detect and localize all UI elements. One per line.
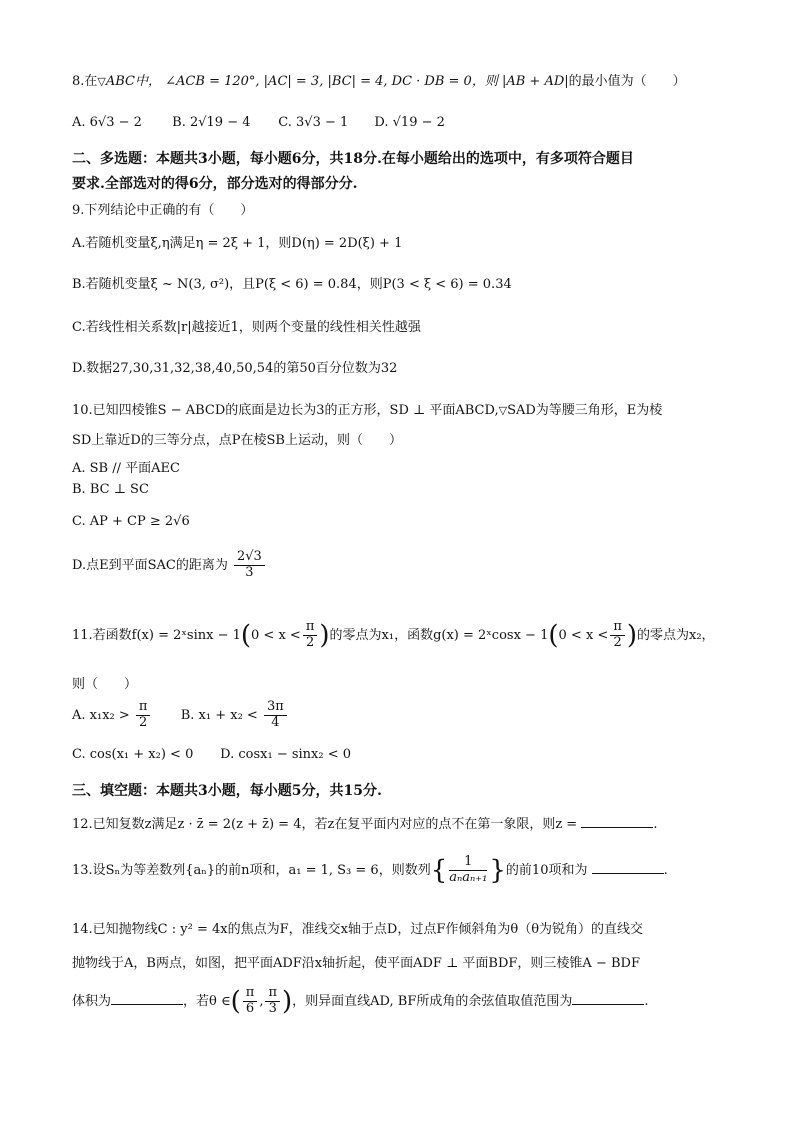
q11-f-def: 11.若函数f(x) = 2ˣsinx − 1 xyxy=(72,627,241,643)
q8-option-c: C. 3√3 − 1 xyxy=(278,115,349,130)
triangle-icon: ▽ xyxy=(498,404,508,417)
q8-stem-c: ∠ACB = 120°, |AC| = 3, |BC| = 4, DC · DB = 0，则 xyxy=(165,74,498,89)
q11-options-cd xyxy=(72,747,351,762)
q11-stem xyxy=(72,620,715,651)
fraction-numerator: π xyxy=(610,620,625,636)
q9-option-c: C.若线性相关系数|r|越接近1，则两个变量的线性相关性越强 xyxy=(72,320,421,335)
q11-option-b-fraction xyxy=(264,700,287,731)
q11-g-def: 的零点为x₁，函数g(x) = 2ˣcosx − 1 xyxy=(329,627,549,643)
fraction-numerator: 3π xyxy=(264,700,287,716)
q9-stem: 9.下列结论中正确的有（ ） xyxy=(72,203,254,218)
q13-answer-blank[interactable] xyxy=(592,861,664,874)
q11-pi-half xyxy=(303,620,318,651)
q10-line1 xyxy=(72,399,662,418)
q14-pi-sixth xyxy=(243,986,258,1017)
fraction-numerator: 1 xyxy=(449,855,487,871)
q12-end: . xyxy=(653,817,658,832)
q10-option-d-text: D.点E到平面SAC的距离为 xyxy=(72,557,228,573)
q13-fraction xyxy=(449,855,487,886)
q11-option-a: A. x₁x₂ > xyxy=(72,707,130,723)
q14-line3 xyxy=(72,986,648,1017)
fraction-denominator: 2 xyxy=(613,634,622,650)
brace-close: } xyxy=(489,855,506,886)
q14-line2: 抛物线于A，B两点，如图，把平面ADF沿x轴折起，使平面ADF ⊥ 平面BDF，则三棱锥A − BDF xyxy=(72,956,640,971)
q10-option-b: B. BC ⊥ SC xyxy=(72,482,149,497)
section-3-header: 三、填空题：本题共3小题，每小题5分，共15分. xyxy=(72,783,382,799)
fraction-denominator: 2 xyxy=(139,714,148,730)
q13 xyxy=(72,855,668,886)
q11-interval: 0 < x < xyxy=(558,627,609,643)
q8-option-d: D. √19 − 2 xyxy=(374,115,445,130)
q9-option-d: D.数据27,30,31,32,38,40,50,54的第50百分位数为32 xyxy=(72,361,398,376)
q12 xyxy=(72,813,657,832)
q13-tail: 的前10项和为 xyxy=(505,862,588,878)
paren-close: ) xyxy=(282,986,293,1017)
q14-cosine-blank[interactable] xyxy=(572,992,644,1005)
brace-open: { xyxy=(430,855,448,886)
q10-option-c: C. AP + CP ≥ 2√6 xyxy=(72,514,190,529)
q10-option-a: A. SB // 平面AEC xyxy=(72,461,180,476)
q11-option-c: C. cos(x₁ + x₂) < 0 xyxy=(72,747,194,762)
fraction-denominator: 6 xyxy=(245,1000,255,1016)
q11-then: 则（ ） xyxy=(72,677,138,692)
q10-line1-b: SAD为等腰三角形，E为棱 xyxy=(507,403,663,418)
q8-stem-b: ABC中， xyxy=(105,74,162,89)
q8-option-b: B. 2√19 − 4 xyxy=(172,115,251,130)
fraction-numerator: 2√3 xyxy=(234,550,265,566)
q8-options xyxy=(72,115,445,130)
q11-interval: 0 < x < xyxy=(251,627,301,643)
fraction-denominator: 3 xyxy=(268,1000,277,1016)
q11-option-d: D. cosx₁ − sinx₂ < 0 xyxy=(220,747,352,762)
fraction-denominator: 2 xyxy=(305,634,315,650)
q9-option-a: A.若随机变量ξ,η满足η = 2ξ + 1，则D(η) = 2D(ξ) + 1 xyxy=(72,236,403,251)
paren-close: ) xyxy=(626,620,638,651)
fraction-numerator: π xyxy=(265,986,280,1002)
fraction-denominator: 3 xyxy=(245,564,254,580)
fraction-numerator: π xyxy=(303,620,318,636)
q14-comma: , xyxy=(259,993,264,1009)
q14-pi-third xyxy=(265,986,280,1017)
q8-stem-e: 的最小值为（ ） xyxy=(568,74,686,89)
q10-option-d-fraction xyxy=(234,550,265,581)
q11-options-ab xyxy=(72,700,289,731)
q11-option-a-fraction xyxy=(136,700,151,731)
q14-theta-range: ，若θ ∈ xyxy=(183,993,231,1009)
q14-cosine-label: ，则异面直线AD, BF所成角的余弦值取值范围为 xyxy=(292,993,573,1009)
q10-line2: SD上靠近D的三等分点，点P在棱SB上运动，则（ ） xyxy=(72,433,402,448)
section-2-header-line2: 要求.全部选对的得6分，部分选对的得部分分. xyxy=(72,176,358,192)
q14-volume-blank[interactable] xyxy=(111,992,183,1005)
q10-line1-a: 10.已知四棱锥S − ABCD的底面是边长为3的正方形，SD ⊥ 平面ABCD, xyxy=(72,403,499,418)
fraction-numerator: π xyxy=(136,700,151,716)
q14-line1: 14.已知抛物线C : y² = 4x的焦点为F，准线交x轴于点D，过点F作倾斜角为θ（θ为锐角）的直线交 xyxy=(72,922,644,937)
section-2-header-line1: 二、多选题：本题共3小题，每小题6分，共18分.在每小题给出的选项中，有多项符合题目 xyxy=(72,151,634,167)
q8-option-a: A. 6√3 − 2 xyxy=(72,115,142,130)
q8-stem-d: |AB + AD| xyxy=(501,74,569,89)
paren-close: ) xyxy=(319,620,330,651)
q8-stem xyxy=(72,70,686,89)
fraction-numerator: π xyxy=(243,986,258,1002)
paren-open: ( xyxy=(240,620,252,651)
q10-option-d xyxy=(72,550,267,581)
paren-open: ( xyxy=(230,986,241,1017)
q8-stem-a: 8.在 xyxy=(72,74,98,89)
q11-option-b: B. x₁ + x₂ < xyxy=(180,707,258,723)
triangle-icon: ▽ xyxy=(97,75,106,88)
q13-end: . xyxy=(663,862,668,878)
q14-end: . xyxy=(644,993,649,1009)
q11-pi-half xyxy=(610,620,625,651)
paren-open: ( xyxy=(548,620,559,651)
q12-answer-blank[interactable] xyxy=(581,815,653,828)
q11-tail: 的零点为x₂， xyxy=(637,627,715,643)
fraction-denominator: 4 xyxy=(271,714,280,730)
fraction-denominator: aₙaₙ₊₁ xyxy=(449,869,488,885)
q14-volume-label: 体积为 xyxy=(72,993,112,1009)
q9-option-b: B.若随机变量ξ ~ N(3, σ²)，且P(ξ < 6) = 0.84，则P(3 < ξ < 6) = 0.34 xyxy=(72,277,512,292)
q13-text: 13.设Sₙ为等差数列{aₙ}的前n项和，a₁ = 1, S₃ = 6，则数列 xyxy=(72,862,431,878)
q12-text: 12.已知复数z满足z · z̄ = 2(z + z̄) = 4，若z在复平面内对应的点不在第一象限，则z = xyxy=(72,817,578,832)
